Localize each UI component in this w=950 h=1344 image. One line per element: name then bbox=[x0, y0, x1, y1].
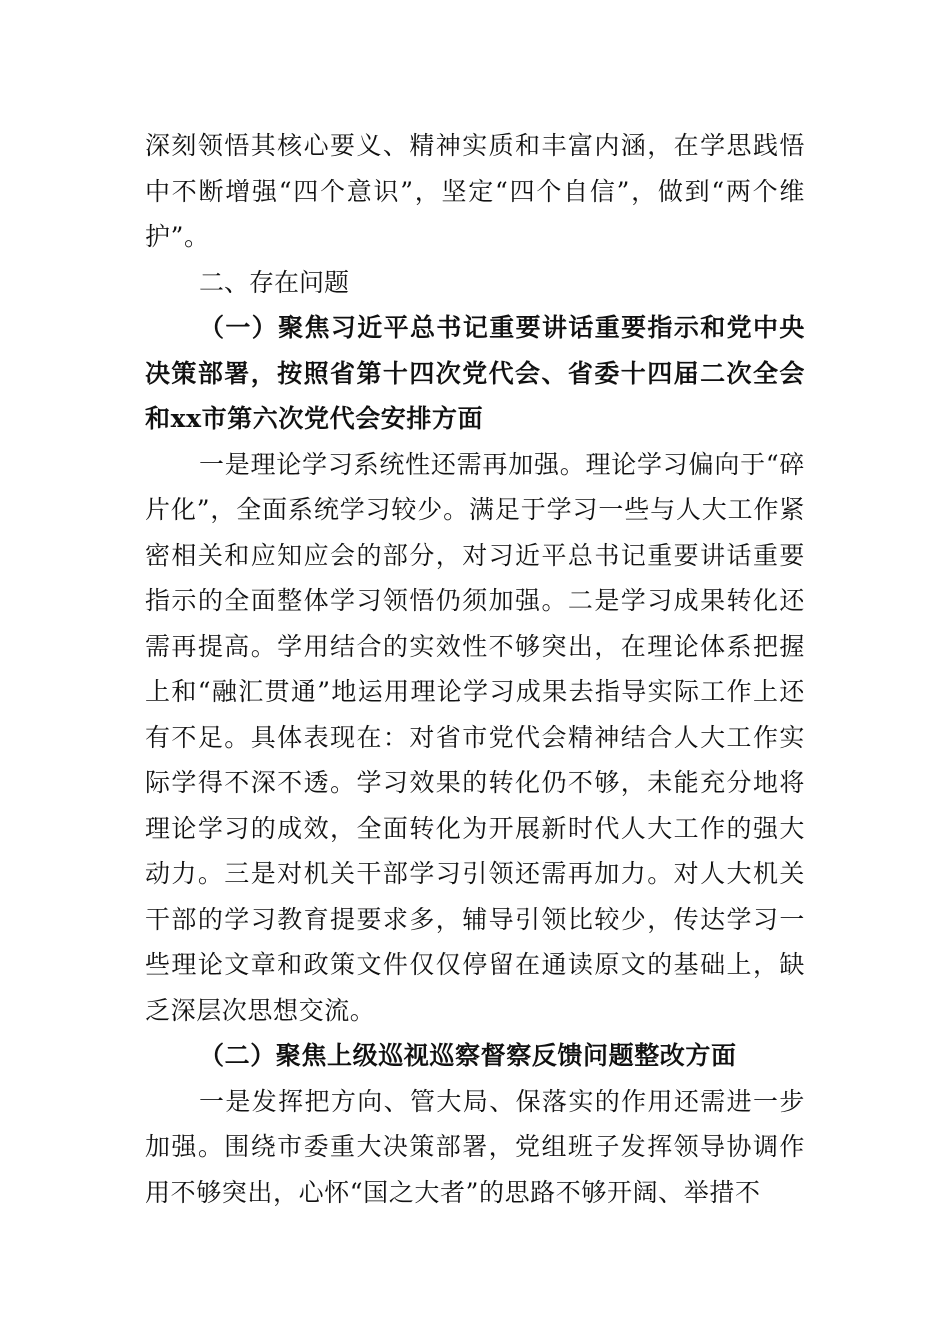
subsection-heading-2: （二）聚焦上级巡视巡察督察反馈问题整改方面 bbox=[199, 1041, 737, 1070]
subsection-heading-1: （一）聚焦习近平总书记重要讲话重要指示和党中央决策部署，按照省第十四次党代会、省委十四届二次全会和xx市第六次党代会安排方面 bbox=[145, 313, 805, 433]
paragraph-theory-study: 一是理论学习系统性还需再加强。理论学习偏向于“碎片化”，全面系统学习较少。满足于学习一些与人大工作紧密相关和应知应会的部分，对习近平总书记重要讲话重要指示的全面整体学习领悟仍须加强。二是学习成果转化还需再提高。学用结合的实效性不够突出，在理论体系把握上和“融汇贯通”地运用理论学习成果去指导实际工作上还有不足。具体表现在：对省市党代会精神结合人大工作实际学得不深不透。学习效果的转化仍不够，未能充分地将理论学习的成效，全面转化为开展新时代人大工作的强大动力。三是对机关干部学习引领还需再加力。对人大机关干部的学习教育提要求多，辅导引领比较少，传达学习一些理论文章和政策文件仅仅停留在通读原文的基础上，缺乏深层次思想交流。 bbox=[145, 449, 805, 1025]
paragraph-leadership: 一是发挥把方向、管大局、保落实的作用还需进一步加强。围绕市委重大决策部署，党组班子发挥领导协调作用不够突出，心怀“国之大者”的思路不够开阔、举措不 bbox=[145, 1086, 805, 1207]
paragraph-continuation: 深刻领悟其核心要义、精神实质和丰富内涵，在学思践悟中不断增强“四个意识”，坚定“四个自信”，做到“两个维护”。 bbox=[145, 131, 805, 251]
section-heading-problems: 二、存在问题 bbox=[199, 267, 350, 297]
document-body bbox=[145, 123, 805, 1215]
